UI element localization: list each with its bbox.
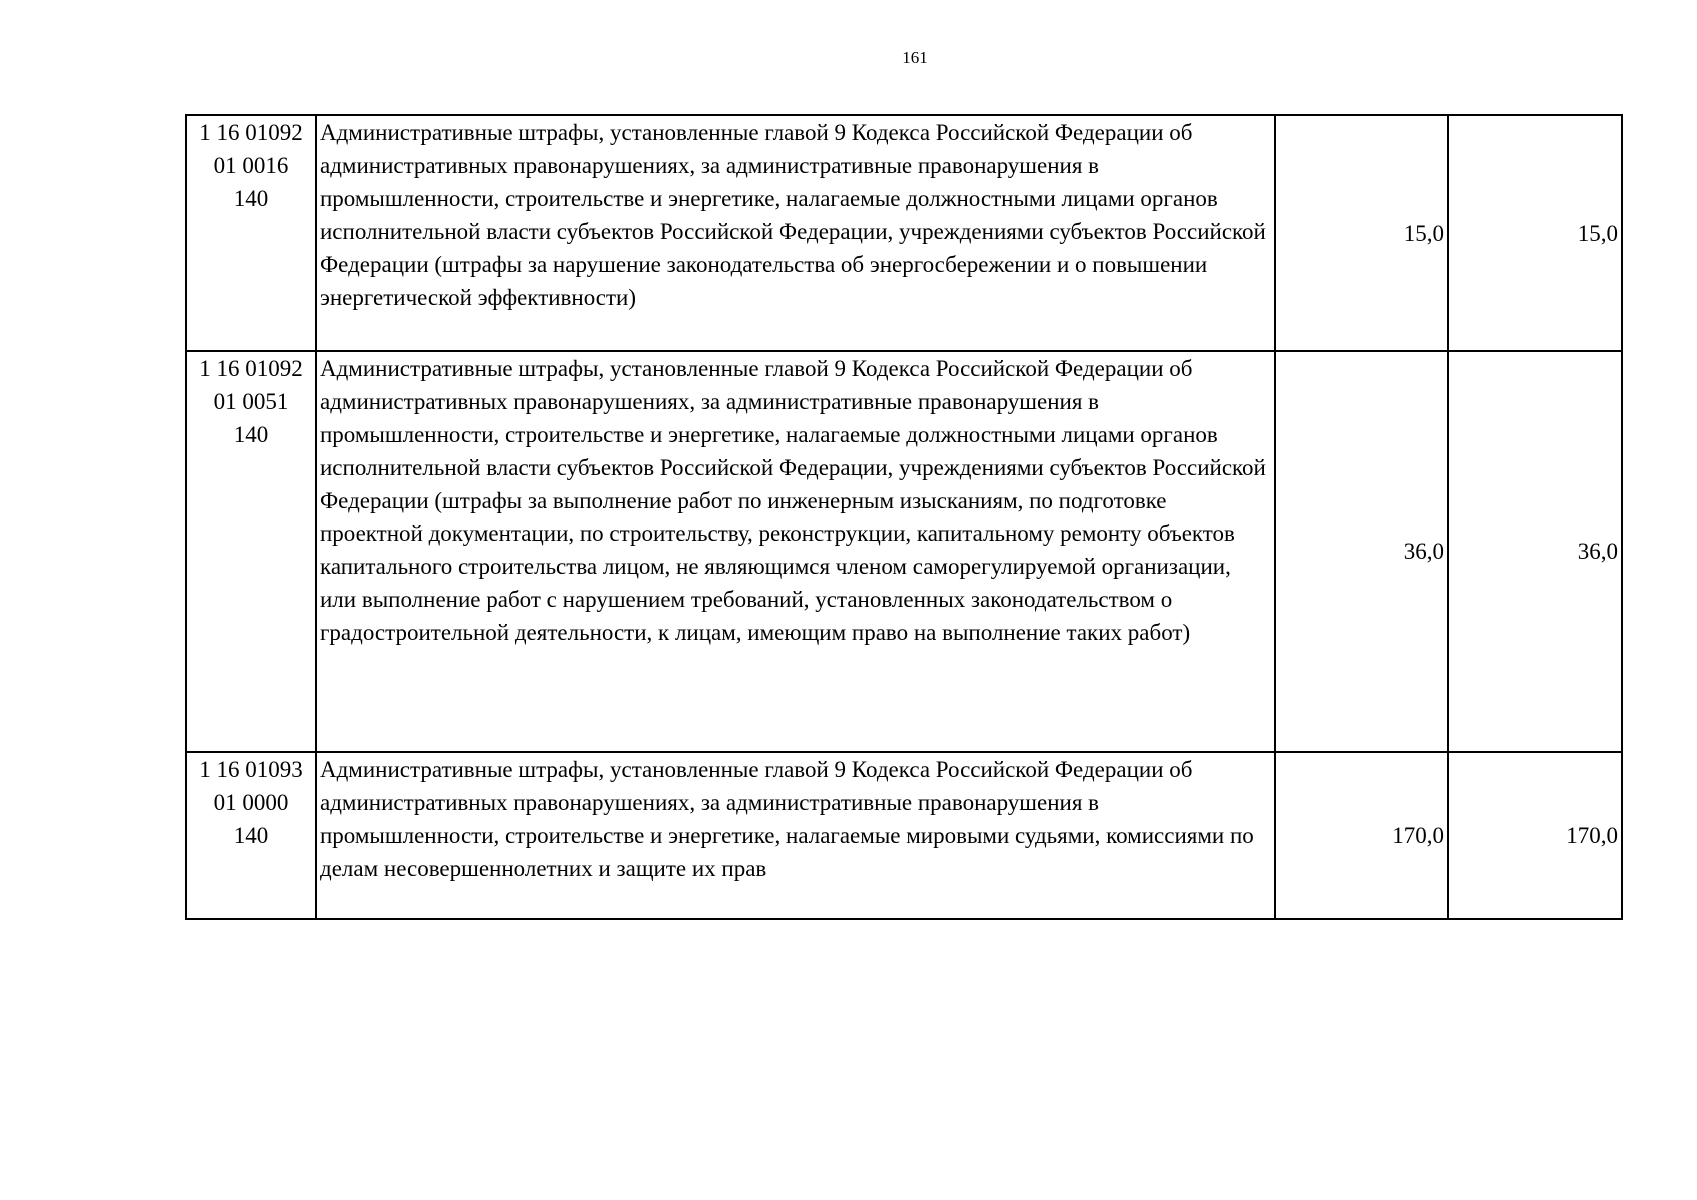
amount-cell-1: 170,0 [1275, 752, 1448, 919]
description-cell: Административные штрафы, установленные главой 9 Кодекса Российской Федерации об административных правонарушениях, за административные правонарушения в промышленности, строительстве и энергетике, налагаемые должностными лицами органов исполнительной власти субъектов Российской Федерации, учреждениями субъектов Российской Федерации (штрафы за выполнение работ по инженерным изысканиям, по подготовке проектной документации, по строительству, реконструкции, капитальному ремонту объектов капитального строительства лицом, не являющимся членом саморегулируемой организации, или выполнение работ с нарушением требований, установленных законодательством о градостроительной деятельности, к лицам, имеющим право на выполнение таких работ) [316, 351, 1275, 752]
budget-code-line: 01 0051 [213, 389, 289, 414]
budget-code-cell [186, 115, 316, 351]
amount-cell-2: 170,0 [1448, 752, 1622, 919]
budget-code-line: 1 16 01093 [199, 757, 303, 782]
table-row [186, 752, 1622, 919]
budget-code-line: 01 0000 [213, 790, 289, 815]
budget-code-line: 140 [233, 186, 269, 211]
budget-code-line: 140 [233, 823, 269, 848]
budget-code-line: 1 16 01092 [199, 120, 303, 145]
amount-cell-1: 15,0 [1275, 115, 1448, 351]
amount-cell-1: 36,0 [1275, 351, 1448, 752]
budget-code-line: 1 16 01092 [199, 356, 303, 381]
table-row [186, 351, 1622, 752]
page-number: 161 [902, 48, 928, 67]
amount-cell-2: 36,0 [1448, 351, 1622, 752]
budget-code-line: 01 0016 [213, 153, 289, 178]
budget-code-cell [186, 752, 316, 919]
amount-cell-2: 15,0 [1448, 115, 1622, 351]
budget-code-line: 140 [233, 422, 269, 447]
budget-code-cell [186, 351, 316, 752]
description-cell: Административные штрафы, установленные главой 9 Кодекса Российской Федерации об административных правонарушениях, за административные правонарушения в промышленности, строительстве и энергетике, налагаемые должностными лицами органов исполнительной власти субъектов Российской Федерации, учреждениями субъектов Российской Федерации (штрафы за нарушение законодательства об энергосбережении и о повышении энергетической эффективности) [316, 115, 1275, 351]
description-cell: Административные штрафы, установленные главой 9 Кодекса Российской Федерации об административных правонарушениях, за административные правонарушения в промышленности, строительстве и энергетике, налагаемые мировыми судьями, комиссиями по делам несовершеннолетних и защите их прав [316, 752, 1275, 919]
budget-table [185, 114, 1623, 920]
table-row [186, 115, 1622, 351]
